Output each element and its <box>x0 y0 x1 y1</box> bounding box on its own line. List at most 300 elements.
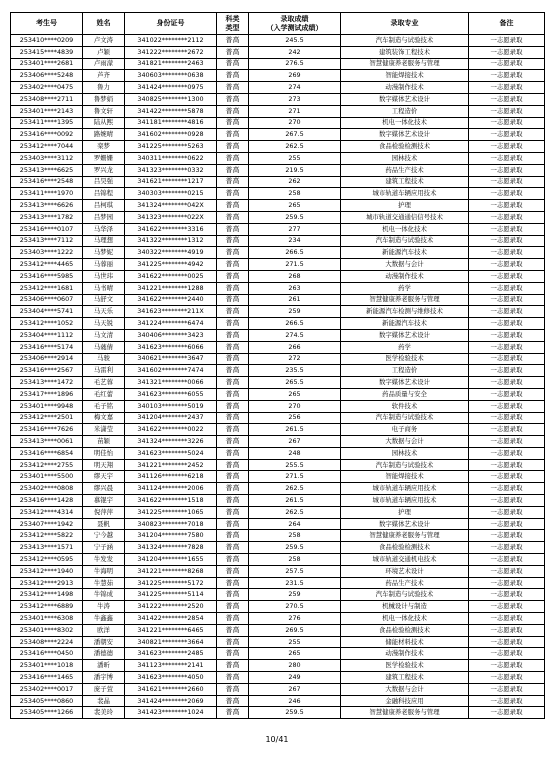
cell-name: 吕昊强 <box>83 176 125 188</box>
cell-exam-id: 253406****5248 <box>11 70 83 82</box>
admission-table-sheet <box>10 12 545 719</box>
cell-category: 普高 <box>217 223 249 235</box>
cell-major: 城市轨道交通机电技术 <box>341 554 469 566</box>
cell-note: 一志愿录取 <box>469 483 545 495</box>
cell-major: 软件技术 <box>341 400 469 412</box>
cell-category: 普高 <box>217 35 249 47</box>
table-row <box>11 235 545 247</box>
cell-exam-id: 253416****7626 <box>11 424 83 436</box>
cell-score: 276 <box>249 613 341 625</box>
cell-note: 一志愿录取 <box>469 672 545 684</box>
cell-exam-id: 253412****1940 <box>11 565 83 577</box>
cell-category: 普高 <box>217 683 249 695</box>
cell-exam-id: 253412****1681 <box>11 282 83 294</box>
table-row <box>11 400 545 412</box>
cell-major: 智能焊接技术 <box>341 70 469 82</box>
cell-major: 食品检验检测技术 <box>341 141 469 153</box>
cell-exam-id: 253402****0017 <box>11 683 83 695</box>
cell-exam-id: 253412****4314 <box>11 506 83 518</box>
cell-exam-id: 253413****7112 <box>11 235 83 247</box>
cell-exam-id: 253413****1571 <box>11 542 83 554</box>
cell-id-card: 341622********0022 <box>125 424 217 436</box>
cell-note: 一志愿录取 <box>469 683 545 695</box>
cell-category: 普高 <box>217 46 249 58</box>
cell-major: 汽车制造与试验技术 <box>341 235 469 247</box>
cell-score: 265 <box>249 200 341 212</box>
cell-score: 265 <box>249 648 341 660</box>
cell-exam-id: 253412****2501 <box>11 412 83 424</box>
table-row <box>11 447 545 459</box>
cell-major: 环境艺术设计 <box>341 565 469 577</box>
table-row <box>11 613 545 625</box>
cell-score: 261 <box>249 294 341 306</box>
table-row <box>11 459 545 471</box>
cell-exam-id: 253416****5985 <box>11 270 83 282</box>
cell-exam-id: 253404****5741 <box>11 306 83 318</box>
cell-name: 裴美玲 <box>83 707 125 719</box>
cell-note: 一志愿录取 <box>469 176 545 188</box>
cell-id-card: 341323********0332 <box>125 164 217 176</box>
cell-category: 普高 <box>217 400 249 412</box>
cell-note: 一志愿录取 <box>469 471 545 483</box>
cell-score: 258 <box>249 554 341 566</box>
cell-id-card: 341321********0066 <box>125 377 217 389</box>
cell-category: 普高 <box>217 294 249 306</box>
header-score-line1: 录取成绩 <box>280 15 309 23</box>
cell-name: 裴晶 <box>83 695 125 707</box>
cell-major: 护理 <box>341 200 469 212</box>
cell-id-card: 341222********2520 <box>125 601 217 613</box>
cell-name: 马梦妮 <box>83 247 125 259</box>
cell-exam-id: 253412****2913 <box>11 577 83 589</box>
cell-category: 普高 <box>217 164 249 176</box>
cell-id-card: 341221********1288 <box>125 282 217 294</box>
cell-id-card: 341623********6055 <box>125 388 217 400</box>
cell-category: 普高 <box>217 506 249 518</box>
table-row <box>11 542 545 554</box>
table-row <box>11 554 545 566</box>
table-row <box>11 176 545 188</box>
header-idcard: 身份证号 <box>125 13 217 35</box>
cell-major: 建筑工程技术 <box>341 176 469 188</box>
cell-exam-id: 253405****1266 <box>11 707 83 719</box>
cell-note: 一志愿录取 <box>469 82 545 94</box>
table-row <box>11 35 545 47</box>
cell-major: 大数据与会计 <box>341 436 469 448</box>
table-row <box>11 329 545 341</box>
cell-category: 普高 <box>217 341 249 353</box>
cell-major: 机电一体化技术 <box>341 613 469 625</box>
cell-major: 药学 <box>341 341 469 353</box>
table-row <box>11 648 545 660</box>
table-row <box>11 294 545 306</box>
cell-category: 普高 <box>217 70 249 82</box>
cell-exam-id: 253416****1465 <box>11 672 83 684</box>
cell-name: 欧洋 <box>83 624 125 636</box>
header-id: 考生号 <box>11 13 83 35</box>
cell-exam-id: 253416****6854 <box>11 447 83 459</box>
cell-name: 吕梦园 <box>83 211 125 223</box>
cell-note: 一志愿录取 <box>469 235 545 247</box>
table-row <box>11 200 545 212</box>
cell-id-card: 341124********2006 <box>125 483 217 495</box>
cell-exam-id: 253412****0595 <box>11 554 83 566</box>
cell-exam-id: 253412****4465 <box>11 259 83 271</box>
cell-category: 普高 <box>217 306 249 318</box>
cell-major: 食品检验检测技术 <box>341 542 469 554</box>
cell-score: 276.5 <box>249 58 341 70</box>
table-row <box>11 353 545 365</box>
cell-major: 城市轨道车辆应用技术 <box>341 483 469 495</box>
header-type <box>217 13 249 35</box>
cell-id-card: 341222********2672 <box>125 46 217 58</box>
cell-name: 马骏 <box>83 353 125 365</box>
cell-category: 普高 <box>217 447 249 459</box>
cell-score: 265.5 <box>249 377 341 389</box>
header-note: 备注 <box>469 13 545 35</box>
cell-major: 动漫制作技术 <box>341 648 469 660</box>
cell-score: 262.5 <box>249 483 341 495</box>
cell-score: 268 <box>249 270 341 282</box>
cell-score: 259.5 <box>249 707 341 719</box>
cell-note: 一志愿录取 <box>469 624 545 636</box>
cell-id-card: 341424********2069 <box>125 695 217 707</box>
cell-major: 医学检验技术 <box>341 660 469 672</box>
cell-name: 缪天宇 <box>83 471 125 483</box>
cell-score: 269.5 <box>249 624 341 636</box>
cell-id-card: 340303********0215 <box>125 188 217 200</box>
cell-name: 宁子涵 <box>83 542 125 554</box>
cell-note: 一志愿录取 <box>469 365 545 377</box>
cell-major: 数字媒体艺术设计 <box>341 518 469 530</box>
cell-category: 普高 <box>217 152 249 164</box>
table-row <box>11 412 545 424</box>
cell-major: 城市轨道车辆应用技术 <box>341 188 469 200</box>
cell-category: 普高 <box>217 82 249 94</box>
cell-note: 一志愿录取 <box>469 589 545 601</box>
cell-exam-id: 253401****8302 <box>11 624 83 636</box>
cell-category: 普高 <box>217 188 249 200</box>
cell-major: 智慧健康养老服务与管理 <box>341 58 469 70</box>
cell-score: 266.5 <box>249 247 341 259</box>
cell-note: 一志愿录取 <box>469 353 545 365</box>
cell-major: 数字媒体艺术设计 <box>341 93 469 105</box>
table-row <box>11 247 545 259</box>
cell-major: 智慧健康养老服务与管理 <box>341 707 469 719</box>
table-row <box>11 259 545 271</box>
cell-note: 一志愿录取 <box>469 211 545 223</box>
cell-name: 宁今越 <box>83 530 125 542</box>
cell-id-card: 341622********0025 <box>125 270 217 282</box>
cell-exam-id: 253412****5822 <box>11 530 83 542</box>
cell-note: 一志愿录取 <box>469 447 545 459</box>
cell-score: 280 <box>249 660 341 672</box>
cell-exam-id: 253416****0107 <box>11 223 83 235</box>
cell-name: 马文清 <box>83 329 125 341</box>
cell-id-card: 341422********2854 <box>125 613 217 625</box>
table-row <box>11 589 545 601</box>
cell-id-card: 340103********5019 <box>125 400 217 412</box>
cell-category: 普高 <box>217 176 249 188</box>
table-row <box>11 565 545 577</box>
cell-score: 274.5 <box>249 329 341 341</box>
cell-note: 一志愿录取 <box>469 424 545 436</box>
cell-category: 普高 <box>217 353 249 365</box>
table-row <box>11 660 545 672</box>
cell-name: 毛子铭 <box>83 400 125 412</box>
cell-id-card: 341623********2485 <box>125 648 217 660</box>
cell-id-card: 341022********2112 <box>125 35 217 47</box>
table-row <box>11 495 545 507</box>
cell-score: 271 <box>249 105 341 117</box>
table-row <box>11 223 545 235</box>
cell-exam-id: 253401****5500 <box>11 471 83 483</box>
cell-major: 汽车制造与试验技术 <box>341 35 469 47</box>
cell-name: 罗兴龙 <box>83 164 125 176</box>
cell-id-card: 341225********4942 <box>125 259 217 271</box>
cell-id-card: 341324********7828 <box>125 542 217 554</box>
cell-score: 271.5 <box>249 471 341 483</box>
cell-name: 缪兴晨 <box>83 483 125 495</box>
cell-score: 273 <box>249 93 341 105</box>
cell-score: 262.5 <box>249 506 341 518</box>
table-row <box>11 93 545 105</box>
table-row <box>11 683 545 695</box>
cell-score: 259.5 <box>249 542 341 554</box>
cell-category: 普高 <box>217 424 249 436</box>
cell-id-card: 341224********6474 <box>125 318 217 330</box>
cell-score: 259 <box>249 589 341 601</box>
cell-id-card: 341623********6066 <box>125 341 217 353</box>
cell-major: 药品质量与安全 <box>341 388 469 400</box>
cell-major: 工程造价 <box>341 365 469 377</box>
cell-category: 普高 <box>217 365 249 377</box>
cell-note: 一志愿录取 <box>469 247 545 259</box>
cell-major: 医学检验技术 <box>341 353 469 365</box>
cell-major: 数字媒体艺术设计 <box>341 377 469 389</box>
cell-note: 一志愿录取 <box>469 282 545 294</box>
cell-category: 普高 <box>217 471 249 483</box>
cell-note: 一志愿录取 <box>469 306 545 318</box>
cell-name: 潘德德 <box>83 648 125 660</box>
cell-exam-id: 253416****2567 <box>11 365 83 377</box>
cell-category: 普高 <box>217 436 249 448</box>
cell-id-card: 341622********1518 <box>125 495 217 507</box>
cell-note: 一志愿录取 <box>469 58 545 70</box>
cell-name: 马蕤倩 <box>83 341 125 353</box>
cell-score: 270.5 <box>249 601 341 613</box>
cell-score: 270 <box>249 400 341 412</box>
cell-note: 一志愿录取 <box>469 530 545 542</box>
cell-exam-id: 253413****1782 <box>11 211 83 223</box>
admission-table <box>10 12 545 719</box>
cell-score: 235.5 <box>249 365 341 377</box>
cell-id-card: 340406********3423 <box>125 329 217 341</box>
table-row <box>11 506 545 518</box>
cell-name: 马蓉丽 <box>83 259 125 271</box>
cell-major: 数字媒体艺术设计 <box>341 329 469 341</box>
cell-exam-id: 253413****6625 <box>11 164 83 176</box>
cell-note: 一志愿录取 <box>469 506 545 518</box>
cell-score: 259 <box>249 306 341 318</box>
cell-score: 256 <box>249 412 341 424</box>
cell-category: 普高 <box>217 554 249 566</box>
table-row <box>11 424 545 436</box>
cell-id-card: 341324********3226 <box>125 436 217 448</box>
cell-id-card: 341322********1312 <box>125 235 217 247</box>
cell-id-card: 341204********1655 <box>125 554 217 566</box>
cell-note: 一志愿录取 <box>469 377 545 389</box>
cell-note: 一志愿录取 <box>469 70 545 82</box>
cell-id-card: 341602********7474 <box>125 365 217 377</box>
cell-category: 普高 <box>217 388 249 400</box>
cell-major: 食品检验检测技术 <box>341 624 469 636</box>
cell-score: 274 <box>249 82 341 94</box>
cell-name: 马天乐 <box>83 306 125 318</box>
cell-score: 261.5 <box>249 424 341 436</box>
cell-name: 苗颖 <box>83 436 125 448</box>
cell-major: 新能源汽车技术 <box>341 318 469 330</box>
cell-id-card: 341225********5263 <box>125 141 217 153</box>
cell-note: 一志愿录取 <box>469 565 545 577</box>
cell-exam-id: 253402****0475 <box>11 82 83 94</box>
cell-exam-id: 253401****9948 <box>11 400 83 412</box>
cell-major: 城市轨道交通通信信号技术 <box>341 211 469 223</box>
table-row <box>11 577 545 589</box>
cell-major: 储能材料技术 <box>341 636 469 648</box>
cell-note: 一志愿录取 <box>469 164 545 176</box>
header-score <box>249 13 341 35</box>
cell-category: 普高 <box>217 129 249 141</box>
cell-major: 护理 <box>341 506 469 518</box>
cell-note: 一志愿录取 <box>469 554 545 566</box>
cell-exam-id: 253404****1112 <box>11 329 83 341</box>
cell-score: 257.5 <box>249 565 341 577</box>
cell-id-card: 341622********3316 <box>125 223 217 235</box>
cell-id-card: 341324********042X <box>125 200 217 212</box>
cell-id-card: 340603********0638 <box>125 70 217 82</box>
cell-name: 牛发发 <box>83 554 125 566</box>
cell-note: 一志愿录取 <box>469 601 545 613</box>
cell-exam-id: 253416****0450 <box>11 648 83 660</box>
cell-note: 一志愿录取 <box>469 495 545 507</box>
cell-name: 牛锦成 <box>83 589 125 601</box>
cell-id-card: 341123********2141 <box>125 660 217 672</box>
cell-major: 药品生产技术 <box>341 164 469 176</box>
cell-category: 普高 <box>217 542 249 554</box>
cell-note: 一志愿录取 <box>469 329 545 341</box>
table-row <box>11 188 545 200</box>
cell-category: 普高 <box>217 707 249 719</box>
cell-score: 255.5 <box>249 459 341 471</box>
cell-note: 一志愿录取 <box>469 459 545 471</box>
cell-name: 牛涛 <box>83 601 125 613</box>
cell-note: 一志愿录取 <box>469 518 545 530</box>
header-major: 录取专业 <box>341 13 469 35</box>
cell-name: 牛慧茹 <box>83 577 125 589</box>
cell-score: 265 <box>249 388 341 400</box>
cell-exam-id: 253410****0209 <box>11 35 83 47</box>
cell-name: 庞子萱 <box>83 683 125 695</box>
cell-score: 248 <box>249 447 341 459</box>
table-row <box>11 365 545 377</box>
cell-category: 普高 <box>217 377 249 389</box>
cell-id-card: 340311********0622 <box>125 152 217 164</box>
cell-category: 普高 <box>217 117 249 129</box>
cell-note: 一志愿录取 <box>469 35 545 47</box>
table-row <box>11 141 545 153</box>
cell-id-card: 340621********3647 <box>125 353 217 365</box>
cell-major: 动漫制作技术 <box>341 270 469 282</box>
cell-major: 智能焊接技术 <box>341 471 469 483</box>
cell-name: 潘朝安 <box>83 636 125 648</box>
cell-major: 机电一体化技术 <box>341 117 469 129</box>
header-type-line1: 科类 <box>225 15 240 23</box>
cell-id-card: 341221********6465 <box>125 624 217 636</box>
cell-name: 卢雨濛 <box>83 58 125 70</box>
cell-score: 263 <box>249 282 341 294</box>
cell-score: 269 <box>249 70 341 82</box>
table-row <box>11 436 545 448</box>
cell-name: 马华泽 <box>83 223 125 235</box>
cell-note: 一志愿录取 <box>469 117 545 129</box>
table-row <box>11 46 545 58</box>
cell-id-card: 341204********2437 <box>125 412 217 424</box>
cell-exam-id: 253408****2711 <box>11 93 83 105</box>
cell-note: 一志愿录取 <box>469 270 545 282</box>
cell-category: 普高 <box>217 695 249 707</box>
cell-name: 潘宇博 <box>83 672 125 684</box>
cell-name: 毛艺蓉 <box>83 377 125 389</box>
cell-score: 262.5 <box>249 141 341 153</box>
cell-category: 普高 <box>217 270 249 282</box>
cell-name: 马天锐 <box>83 318 125 330</box>
table-row <box>11 707 545 719</box>
cell-major: 机械设计与制造 <box>341 601 469 613</box>
cell-category: 普高 <box>217 565 249 577</box>
cell-id-card: 340322********4919 <box>125 247 217 259</box>
cell-exam-id: 253401****1018 <box>11 660 83 672</box>
cell-note: 一志愿录取 <box>469 542 545 554</box>
cell-exam-id: 253402****0808 <box>11 483 83 495</box>
cell-major: 汽车制造与试验技术 <box>341 589 469 601</box>
cell-name: 潘昕 <box>83 660 125 672</box>
cell-exam-id: 253403****3112 <box>11 152 83 164</box>
table-row <box>11 270 545 282</box>
header-score-line2: （入学测试成绩） <box>266 23 323 32</box>
cell-id-card: 341423********1024 <box>125 707 217 719</box>
cell-exam-id: 253401****6308 <box>11 613 83 625</box>
cell-category: 普高 <box>217 58 249 70</box>
cell-note: 一志愿录取 <box>469 129 545 141</box>
cell-major: 药学 <box>341 282 469 294</box>
cell-score: 249 <box>249 672 341 684</box>
cell-id-card: 341181********4816 <box>125 117 217 129</box>
cell-major: 动漫制作技术 <box>341 82 469 94</box>
cell-name: 慕锟宇 <box>83 495 125 507</box>
cell-exam-id: 253413****1472 <box>11 377 83 389</box>
cell-note: 一志愿录取 <box>469 141 545 153</box>
cell-category: 普高 <box>217 247 249 259</box>
cell-major: 金融科技应用 <box>341 695 469 707</box>
cell-exam-id: 253406****0607 <box>11 294 83 306</box>
cell-note: 一志愿录取 <box>469 341 545 353</box>
cell-name: 鲁力 <box>83 82 125 94</box>
cell-note: 一志愿录取 <box>469 200 545 212</box>
cell-category: 普高 <box>217 624 249 636</box>
cell-name: 马理想 <box>83 235 125 247</box>
cell-name: 马舒文 <box>83 294 125 306</box>
